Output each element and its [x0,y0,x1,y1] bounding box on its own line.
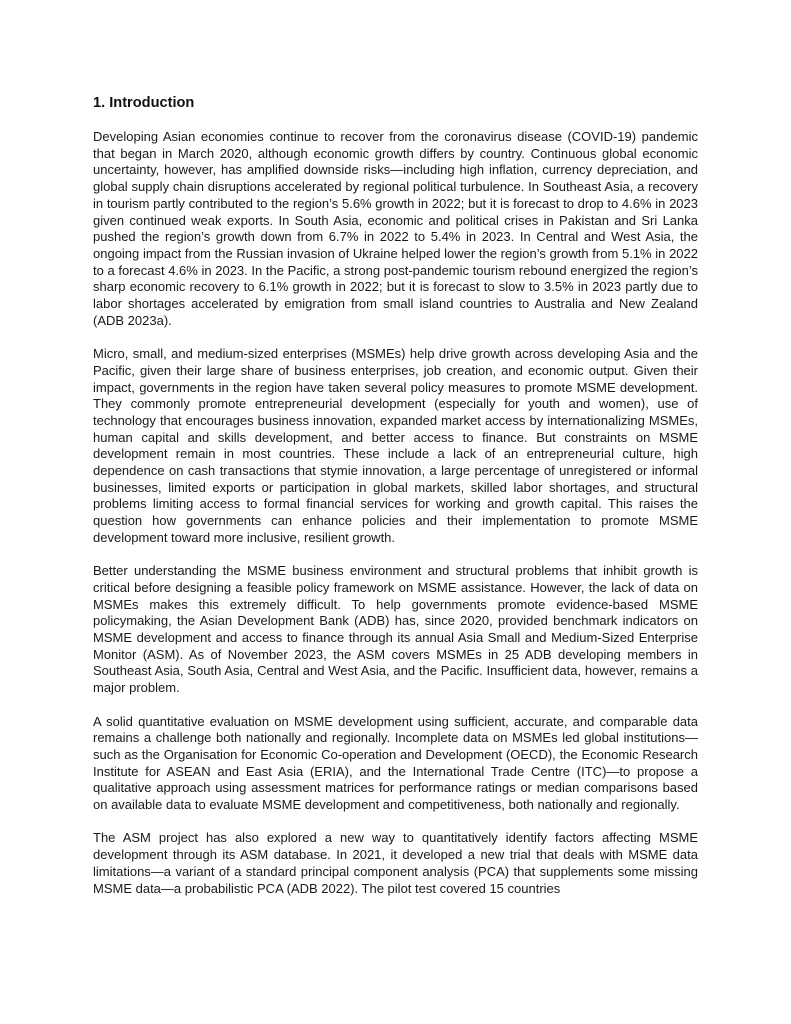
paragraph-data-gap: Better understanding the MSME business environment and structural problems that inhibit growth is critical before designing a feasible policy framework on MSME assistance. However, the lack of data on MSMEs makes this extremely difficult. To help governments promote evidence-based MSME policymaking, the Asian Development Bank (ADB) has, since 2020, provided benchmark indicators on MSME development and access to finance through its annual Asia Small and Medium-Sized Enterprise Monitor (ASM). As of November 2023, the ASM covers MSMEs in 25 ADB developing members in Southeast Asia, South Asia, Central and West Asia, and the Pacific. Insufficient data, however, remains a major problem. [93,563,698,696]
paragraph-quantitative-evaluation: A solid quantitative evaluation on MSME development using sufficient, accurate, and comparable data remains a challenge both nationally and regionally. Incomplete data on MSMEs led global institutions—such as the Organisation for Economic Co-operation and Development (OECD), the Economic Research Institute for ASEAN and East Asia (ERIA), and the International Trade Centre (ITC)—to propose a qualitative approach using assessment matrices for performance ratings or median comparisons based on available data to evaluate MSME development and competitiveness, both nationally and regionally. [93,713,698,813]
paragraph-economic-outlook: Developing Asian economies continue to recover from the coronavirus disease (COVID-19) pandemic that began in March 2020, although economic growth differs by country. Continuous global economic uncertainty, however, has amplified downside risks—including high inflation, currency depreciation, and global supply chain disruptions accelerated by regional political turbulence. In Southeast Asia, a recovery in tourism partly contributed to the region’s 5.6% growth in 2022; but it is forecast to drop to 4.6% in 2023 given continued weak exports. In South Asia, economic and political crises in Pakistan and Sri Lanka pushed the region’s growth down from 6.7% in 2022 to 5.4% in 2023. In Central and West Asia, the ongoing impact from the Russian invasion of Ukraine helped lower the region’s growth from 5.1% in 2022 to a forecast 4.6% in 2023. In the Pacific, a strong post-pandemic tourism rebound energized the region’s sharp economic recovery to 6.1% growth in 2022; but it is forecast to slow to 3.5% in 2023 partly due to labor shortages accelerated by emigration from small island countries to Australia and New Zealand (ADB 2023a). [93,129,698,328]
paragraph-msme-policy: Micro, small, and medium-sized enterprises (MSMEs) help drive growth across developing Asia and the Pacific, given their large share of business enterprises, job creation, and economic output. Given their impact, governments in the region have taken several policy measures to promote MSME development. They commonly promote entrepreneurial development (especially for youth and women), use of technology that encourages business innovation, expanded market access by internationalizing MSMEs, human capital and skills development, and better access to finance. But constraints on MSME development remain in most countries. These include a lack of an entrepreneurial culture, high dependence on cash transactions that stymie innovation, a large percentage of unregistered or informal businesses, limited exports or participation in global markets, skilled labor shortages, and structural problems limiting access to formal financial services for working and growth capital. This raises the question how governments can enhance policies and their implementation to promote MSME development toward more inclusive, resilient growth. [93,346,698,545]
section-heading: 1. Introduction [93,95,195,111]
paragraph-asm-project: The ASM project has also explored a new way to quantitatively identify factors affecting MSME development through its ASM database. In 2021, it developed a new trial that deals with MSME data limitations—a variant of a standard principal component analysis (PCA) that supplements some missing MSME data—a probabilistic PCA (ADB 2022). The pilot test covered 15 countries [93,830,698,896]
document-page [93,93,698,914]
